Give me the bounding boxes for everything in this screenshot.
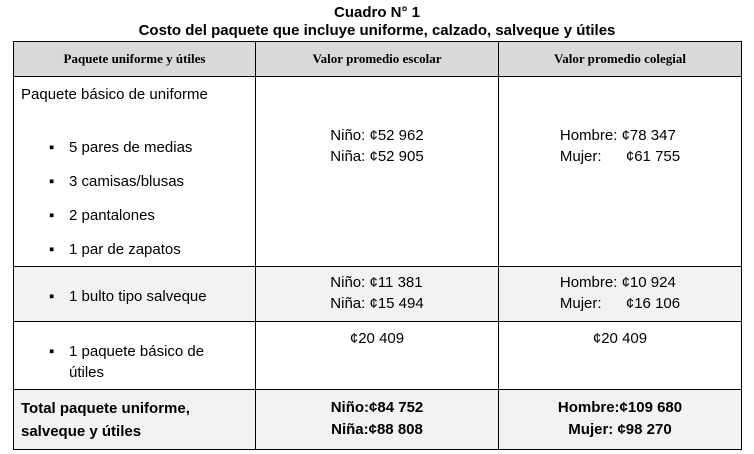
uniform-escolar-cell [256,77,499,267]
value-line: Hombre: ¢78 347 [559,127,676,144]
table-row [14,77,742,267]
header-package: Paquete uniforme y útiles [14,42,256,77]
salveque-cell [14,267,256,322]
header-escolar: Valor promedio escolar [256,42,499,77]
header-colegial: Valor promedio colegial [499,42,742,77]
salveque-items [14,288,255,306]
cost-table [13,41,742,450]
table-subtitle: Costo del paquete que incluye uniforme, calzado, salveque y útiles [138,22,616,39]
utiles-escolar-cell: ¢20 409 [256,322,499,390]
total-escolar-cell [256,390,499,450]
value-line: Niño: ¢52 962 [330,127,424,144]
total-row [14,390,742,450]
total-label-cell [14,390,256,450]
bullet-icon: ▪ [49,139,55,156]
bullet-icon: ▪ [49,173,55,190]
list-item: ▪ 1 par de zapatos [49,241,181,258]
utiles-cell [14,322,256,390]
header-row [14,42,742,77]
list-item: ▪ 1 bulto tipo salveque [49,288,207,305]
total-value-line: Hombre:¢109 680 [557,399,683,416]
utiles-colegial-cell: ¢20 409 [499,322,742,390]
list-item: ▪ 1 paquete básico de útiles [49,343,205,381]
uniform-label: Paquete básico de uniforme [21,86,208,103]
salveque-colegial-cell [499,267,742,322]
utiles-items [14,341,255,383]
value-line: Niña: ¢52 905 [330,148,424,165]
table-title: Cuadro N° 1 [333,4,420,21]
salveque-escolar-cell [256,267,499,322]
uniform-items [14,139,255,259]
list-item: ▪ 3 camisas/blusas [49,173,185,190]
value-line: Hombre: ¢10 924 [559,274,676,291]
bullet-icon: ▪ [49,343,55,360]
uniform-colegial-cell [499,77,742,267]
value-line: Mujer: ¢61 755 [559,148,681,165]
total-value-line: Niña:¢88 808 [331,421,423,438]
table-caption [0,4,754,40]
table-row [14,267,742,322]
total-colegial-cell [499,390,742,450]
total-label: Total paquete uniforme, salveque y útiles [21,400,190,440]
total-value-line: Niño:¢84 752 [330,399,424,416]
value-line: Niño: ¢11 381 [330,274,423,291]
list-item: ▪ 5 pares de medias [49,139,193,156]
value-line: Mujer: ¢16 106 [559,295,681,312]
list-item: ▪ 2 pantalones [49,207,155,224]
table-row [14,322,742,390]
bullet-icon: ▪ [49,241,55,258]
total-value-line: Mujer: ¢98 270 [568,421,672,438]
bullet-icon: ▪ [49,288,55,305]
uniform-cell [14,77,256,267]
bullet-icon: ▪ [49,207,55,224]
value-line: Niña: ¢15 494 [330,295,424,312]
